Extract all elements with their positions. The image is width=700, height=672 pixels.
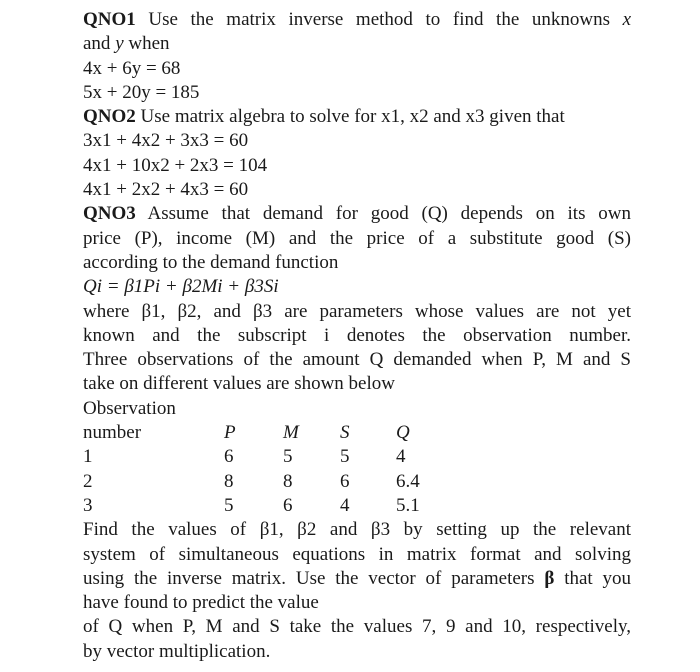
q3-demand-function: Qi = β1Pi + β2Mi + β3Si — [83, 276, 279, 298]
q3-line-6: Three observations of the amount Q demanded when P, M and S — [83, 349, 631, 371]
q3-after-6: by vector multiplication. — [83, 640, 271, 662]
table-cell-m: 6 — [283, 494, 293, 516]
table-header-m: M — [283, 422, 299, 444]
q3-line-4: where β1, β2, and β3 are parameters whose values are not yet — [83, 300, 631, 322]
q3-after-5: of Q when P, M and S take the values 7, 9 and 10, respectively, — [83, 616, 631, 638]
q2-equation-3: 4x1 + 2x2 + 4x3 = 60 — [83, 179, 249, 201]
table-cell-m: 5 — [283, 446, 293, 468]
table-header-number: number — [83, 422, 142, 444]
table-cell-q: 4 — [396, 446, 406, 468]
q1-line-1: QNO1 Use the matrix inverse method to find the unknowns x — [83, 9, 631, 30]
q3-after-4: have found to predict the value — [83, 592, 319, 614]
question-document — [83, 8, 631, 664]
q3-line-2: price (P), income (M) and the price of a substitute good (S) — [83, 227, 631, 249]
table-header-s: S — [340, 422, 350, 444]
table-cell-s: 4 — [340, 494, 350, 516]
table-cell-number: 3 — [83, 494, 93, 516]
table-cell-number: 2 — [83, 470, 93, 492]
q3-label: QNO3 — [83, 203, 136, 225]
table-cell-q: 6.4 — [396, 470, 420, 492]
table-row — [83, 470, 631, 494]
q1-label: QNO1 — [83, 9, 136, 30]
table-cell-s: 6 — [340, 470, 350, 492]
table-row — [83, 494, 631, 518]
q2-line-1: QNO2 Use matrix algebra to solve for x1, x2 and x3 given that — [83, 106, 565, 128]
q3-after-1: Find the values of β1, β2 and β3 by setting up the relevant — [83, 519, 631, 541]
q3-after-2: system of simultaneous equations in matrix format and solving — [83, 543, 631, 565]
q3-line-1: QNO3 Assume that demand for good (Q) depends on its own — [83, 203, 631, 225]
q1-equation-1: 4x + 6y = 68 — [83, 57, 181, 79]
table-cell-s: 5 — [340, 446, 350, 468]
q3-line-7: take on different values are shown below — [83, 373, 395, 395]
q3-line-3: according to the demand function — [83, 251, 339, 273]
table-header-p: P — [224, 422, 236, 444]
table-cell-number: 1 — [83, 446, 93, 468]
q1-line-2: and y when — [83, 33, 170, 55]
table-cell-p: 6 — [224, 446, 234, 468]
q1-equation-2: 5x + 20y = 185 — [83, 81, 200, 103]
table-header-q: Q — [396, 422, 410, 444]
q2-equation-2: 4x1 + 10x2 + 2x3 = 104 — [83, 154, 268, 176]
q3-after-3: using the inverse matrix. Use the vector of parameters β that you — [83, 567, 631, 589]
q2-equation-1: 3x1 + 4x2 + 3x3 = 60 — [83, 130, 249, 152]
table-header-observation: Observation — [83, 397, 176, 419]
table-cell-p: 8 — [224, 470, 234, 492]
table-header-row — [83, 421, 631, 445]
beta-vector-symbol: β — [544, 567, 555, 589]
q3-line-5: known and the subscript i denotes the observation number. — [83, 324, 631, 346]
q2-label: QNO2 — [83, 106, 136, 128]
table-cell-p: 5 — [224, 494, 234, 516]
table-cell-m: 8 — [283, 470, 293, 492]
table-row — [83, 445, 631, 469]
table-cell-q: 5.1 — [396, 494, 420, 516]
